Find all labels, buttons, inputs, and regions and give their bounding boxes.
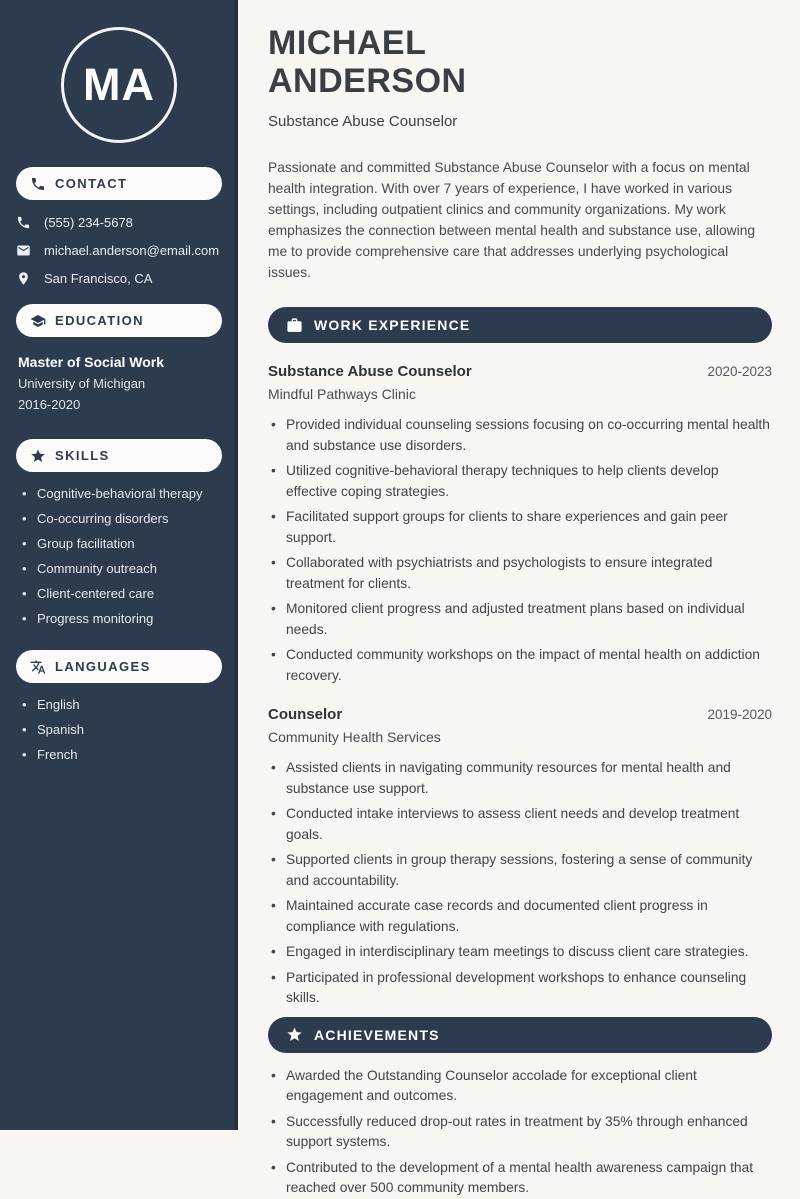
job-bullet: • Collaborated with psychiatrists and psychologists to ensure integrated treatment for clients. xyxy=(271,553,772,594)
skills-section-title: SKILLS xyxy=(55,448,110,463)
job-bullet: • Monitored client progress and adjusted treatment plans based on individual needs. xyxy=(271,599,772,640)
job-header xyxy=(268,706,772,723)
job-bullet-list xyxy=(268,758,772,1009)
contact-list xyxy=(16,214,222,286)
language-item: • English xyxy=(22,698,222,712)
graduation-cap-icon xyxy=(30,313,46,329)
achievement-bullet: • Successfully reduced drop-out rates in treatment by 35% through enhanced support systems. xyxy=(271,1112,772,1153)
job-entry xyxy=(268,363,772,686)
job-bullet: • Engaged in interdisciplinary team meetings to discuss client care strategies. xyxy=(271,942,772,963)
main-content xyxy=(238,0,800,1195)
briefcase-icon xyxy=(286,317,303,334)
professional-title: Substance Abuse Counselor xyxy=(268,113,458,130)
first-name: MICHAEL xyxy=(268,24,427,62)
achievements-section-header xyxy=(268,1017,772,1053)
education-section-header xyxy=(16,304,222,337)
job-bullet: • Conducted community workshops on the impact of mental health on addiction recovery. xyxy=(271,645,772,686)
education-degree: Master of Social Work xyxy=(18,354,165,370)
job-title: Substance Abuse Counselor xyxy=(268,363,472,380)
work-experience-section-header xyxy=(268,307,772,343)
achievement-bullet: • Contributed to the development of a mental health awareness campaign that reached over 500 community members. xyxy=(271,1158,772,1199)
job-company: Mindful Pathways Clinic xyxy=(268,386,416,402)
job-bullet-list xyxy=(268,415,772,686)
job-bullet: • Maintained accurate case records and documented client progress in compliance with regulations. xyxy=(271,896,772,937)
contact-phone xyxy=(16,214,222,230)
avatar-initials: MA xyxy=(83,59,155,110)
skill-item: • Progress monitoring xyxy=(22,612,222,626)
skills-list xyxy=(16,487,222,626)
job-dates: 2020-2023 xyxy=(707,364,772,379)
translate-icon xyxy=(30,659,46,675)
achievements-title: ACHIEVEMENTS xyxy=(314,1026,440,1043)
skill-item: • Community outreach xyxy=(22,562,222,576)
job-header xyxy=(268,363,772,380)
envelope-icon xyxy=(16,243,31,258)
job-bullet: • Utilized cognitive-behavioral therapy techniques to help clients develop effective coping strategies. xyxy=(271,461,772,502)
language-item: • Spanish xyxy=(22,723,222,737)
contact-section-header xyxy=(16,167,222,200)
star-icon xyxy=(30,448,46,464)
email-value: michael.anderson@email.com xyxy=(44,242,220,258)
contact-section-title: CONTACT xyxy=(55,176,128,191)
job-dates: 2019-2020 xyxy=(707,707,772,722)
job-bullet: • Conducted intake interviews to assess client needs and develop treatment goals. xyxy=(271,804,772,845)
skills-section-header xyxy=(16,439,222,472)
job-bullet: • Supported clients in group therapy sessions, fostering a sense of community and accountability. xyxy=(271,850,772,891)
phone-value: (555) 234-5678 xyxy=(44,214,133,230)
education-entry xyxy=(18,352,220,415)
education-years: 2016-2020 xyxy=(18,397,81,412)
languages-section-title: LANGUAGES xyxy=(55,659,151,674)
map-pin-icon xyxy=(16,271,31,286)
education-section-title: EDUCATION xyxy=(55,313,144,328)
achievement-bullet: • Awarded the Outstanding Counselor accolade for exceptional client engagement and outcomes. xyxy=(271,1066,772,1107)
summary-paragraph: Passionate and committed Substance Abuse Counselor with a focus on mental health integration. With over 7 years of experience, I have worked in various settings, including outpatient clinics and community organizations. My work emphasizes the connection between mental health and substance use, allowing me to provide comprehensive care that addresses underlying psychological issues. xyxy=(268,160,756,280)
skill-item: • Cognitive-behavioral therapy xyxy=(22,487,222,501)
job-bullet: • Assisted clients in navigating community resources for mental health and substance use support. xyxy=(271,758,772,799)
job-bullet: • Participated in professional development workshops to enhance counseling skills. xyxy=(271,968,772,1009)
phone-icon xyxy=(16,215,31,230)
sidebar xyxy=(0,0,238,1130)
contact-email xyxy=(16,242,222,258)
job-title: Counselor xyxy=(268,706,343,723)
job-bullet: • Facilitated support groups for clients to share experiences and gain peer support. xyxy=(271,507,772,548)
skill-item: • Group facilitation xyxy=(22,537,222,551)
avatar xyxy=(61,27,177,143)
skill-item: • Co-occurring disorders xyxy=(22,512,222,526)
phone-icon xyxy=(30,176,46,192)
languages-section-header xyxy=(16,650,222,683)
language-item: • French xyxy=(22,748,222,762)
education-school: University of Michigan xyxy=(18,376,146,391)
last-name: ANDERSON xyxy=(268,62,467,100)
achievements-list xyxy=(268,1066,772,1199)
job-bullet: • Provided individual counseling sessions focusing on co-occurring mental health and substance use disorders. xyxy=(271,415,772,456)
location-value: San Francisco, CA xyxy=(44,270,153,286)
work-experience-title: WORK EXPERIENCE xyxy=(314,317,471,333)
job-entry xyxy=(268,706,772,1009)
languages-list xyxy=(16,698,222,762)
job-company: Community Health Services xyxy=(268,729,441,745)
contact-location xyxy=(16,270,222,286)
page-title xyxy=(268,24,772,100)
skill-item: • Client-centered care xyxy=(22,587,222,601)
star-icon xyxy=(286,1026,303,1043)
